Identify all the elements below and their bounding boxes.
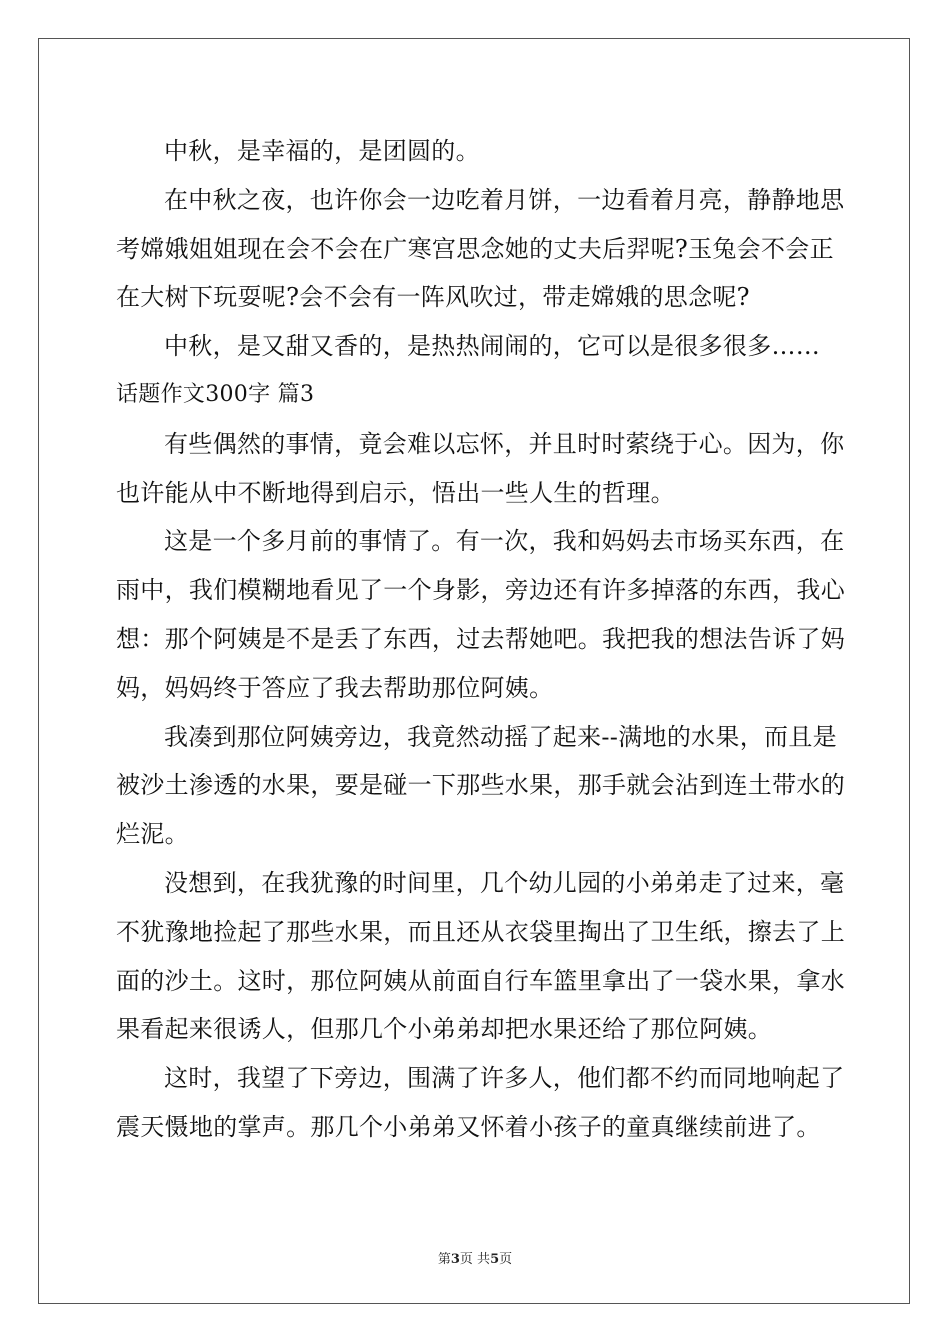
section-heading: 话题作文300字 篇3 (116, 381, 315, 407)
paragraph-line: 考嫦娥姐姐现在会不会在广寒宫思念她的丈夫后羿呢?玉兔会不会正 (116, 234, 834, 263)
paragraph-line: 也许能从中不断地得到启示，悟出一些人生的哲理。 (116, 478, 675, 507)
paragraph-line: 这是一个多月前的事情了。有一次，我和妈妈去市场买东西，在 (164, 527, 845, 556)
paragraph-line: 震天慑地的掌声。那几个小弟弟又怀着小孩子的童真继续前进了。 (116, 1112, 821, 1141)
document-body (116, 127, 845, 1152)
footer-total-pages: 5 (490, 1252, 500, 1267)
paragraph-line: 想：那个阿姨是不是丢了东西，过去帮她吧。我把我的想法告诉了妈 (116, 624, 845, 653)
paragraph-line: 中秋，是幸福的，是团圆的。 (164, 137, 480, 165)
paragraph-line: 果看起来很诱人，但那几个小弟弟却把水果还给了那位阿姨。 (116, 1015, 773, 1044)
paragraph-line: 这时，我望了下旁边，围满了许多人，他们都不约而同地响起了 (164, 1064, 845, 1093)
footer-prefix: 第 (437, 1252, 451, 1267)
paragraph-line: 面的沙土。这时，那位阿姨从前面自行车篮里拿出了一袋水果，拿水 (116, 966, 845, 995)
footer-suffix: 页 (499, 1252, 513, 1267)
paragraph-line: 烂泥。 (116, 820, 189, 849)
paragraph-line: 雨中，我们模糊地看见了一个身影，旁边还有许多掉落的东西，我心 (116, 576, 845, 605)
footer-middle: 页 共 (459, 1252, 491, 1267)
paragraph-line: 我凑到那位阿姨旁边，我竟然动摇了起来--满地的水果，而且是 (164, 722, 837, 751)
paragraph-line: 不犹豫地捡起了那些水果，而且还从衣袋里掏出了卫生纸，擦去了上 (116, 917, 845, 946)
paragraph-line: 在中秋之夜，也许你会一边吃着月饼，一边看着月亮，静静地思 (164, 185, 845, 214)
paragraph-line: 没想到，在我犹豫的时间里，几个幼儿园的小弟弟走了过来，毫 (164, 868, 845, 897)
paragraph-line: 在大树下玩耍呢?会不会有一阵风吹过，带走嫦娥的思念呢? (116, 283, 750, 312)
paragraph-line: 中秋，是又甜又香的，是热热闹闹的，它可以是很多很多…… (164, 332, 821, 361)
paragraph-line: 被沙土渗透的水果，要是碰一下那些水果，那手就会沾到连土带水的 (116, 771, 845, 800)
page-footer (0, 1248, 950, 1267)
paragraph-line: 有些偶然的事情，竟会难以忘怀，并且时时萦绕于心。因为，你 (164, 429, 845, 458)
paragraph-line: 妈，妈妈终于答应了我去帮助那位阿姨。 (116, 673, 554, 702)
footer-page-number: 3 (450, 1252, 460, 1267)
